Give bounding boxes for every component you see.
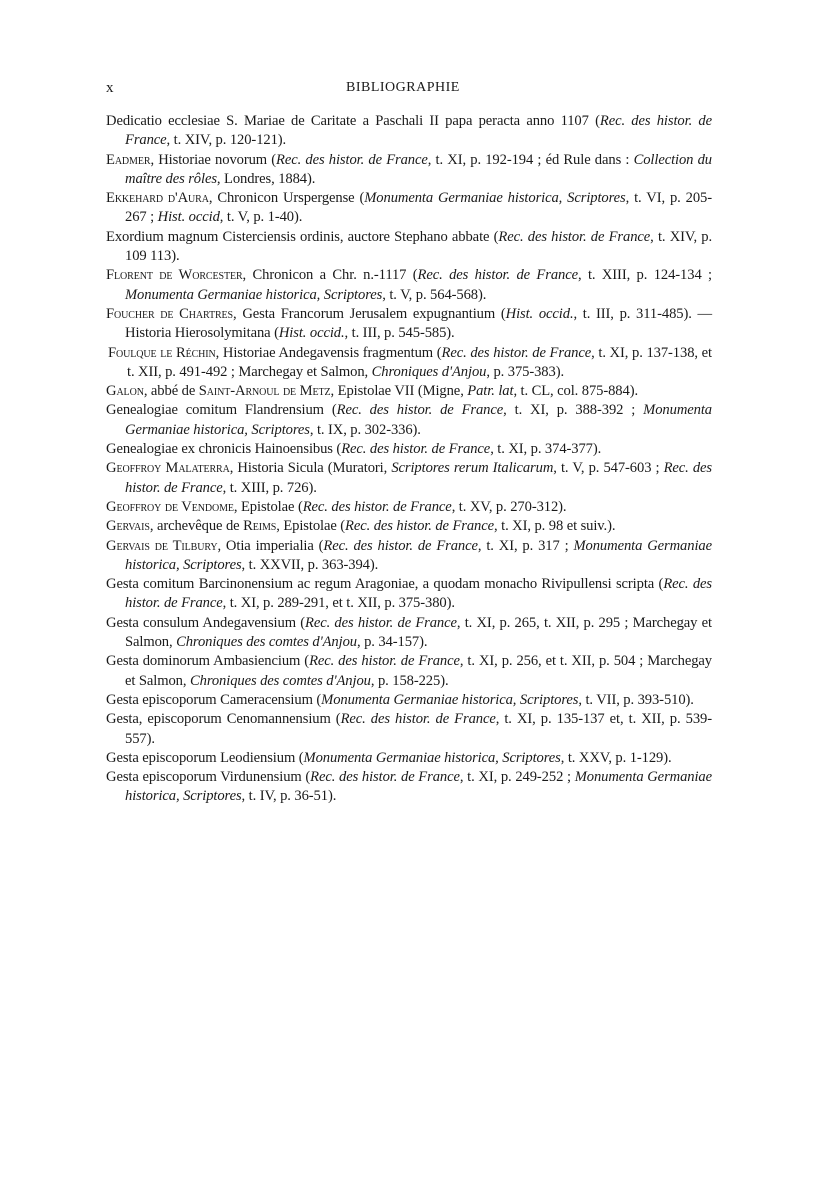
bib-entry: Genealogiae comitum Flandrensium (Rec. des histor. de France, t. XI, p. 388-392 ; Monumenta Germaniae historica, Scriptores, t. IX, p. 302-336). [106,402,712,438]
running-title: BIBLIOGRAPHIE [346,80,460,95]
bib-entry: Gesta episcoporum Leodiensium (Monumenta Germaniae historica, Scriptores, t. XXV, p. 1-129). [106,749,672,766]
bib-entry: Gesta, episcoporum Cenomannensium (Rec. des histor. de France, t. XI, p. 135-137 et, t. XII, p. 539-557). [106,711,712,747]
bib-entry: Gesta consulum Andegavensium (Rec. des histor. de France, t. XI, p. 265, t. XII, p. 295 ; Marchegay et Salmon, Chroniques des comtes d'Anjou, p. 34-157). [106,614,712,651]
bib-entry: Gesta episcoporum Virdunensium (Rec. des histor. de France, t. XI, p. 249-252 ; Monumenta Germaniae historica, Scriptores, t. IV, p. 36-51). [106,769,713,805]
bib-entry: Geoffroy de Vendome, Epistolae (Rec. des histor. de France, t. XV, p. 270-312). [106,498,567,515]
bib-entry: Foulque le Réchin, Historiae Andegavensis fragmentum (Rec. des histor. de France, t. XI, p. 137-138, et t. XII, p. 491-492 ; Marchegay et Salmon, Chroniques d'Anjou, p. 375-383). [108,344,712,380]
bib-entry: Geoffroy Malaterra, Historia Sicula (Muratori, Scriptores rerum Italicarum, t. V, p. 547-603 ; Rec. des histor. de France, t. XIII, p. 726). [106,460,713,496]
bib-entry: Ekkehard d'Aura, Chronicon Urspergense (Monumenta Germaniae historica, Scriptores, t. VI, p. 205-267 ; Hist. occid, t. V, p. 1-40). [106,190,712,226]
page-number: x [106,80,114,96]
bib-entry: Gesta dominorum Ambasiencium (Rec. des histor. de France, t. XI, p. 256, et t. XII, p. 504 ; Marchegay et Salmon, Chroniques des comtes d'Anjou, p. 158-225). [106,653,712,689]
bib-entry: Genealogiae ex chronicis Hainoensibus (Rec. des histor. de France, t. XI, p. 374-377). [106,441,602,458]
bib-entry: Eadmer, Historiae novorum (Rec. des histor. de France, t. XI, p. 192-194 ; éd Rule dans : Collection du maître des rôles, Londres, 1884). [106,151,713,187]
bib-entry: Exordium magnum Cisterciensis ordinis, auctore Stephano abbate (Rec. des histor. de France, t. XIV, p. 109 113). [106,228,713,265]
bib-entry: Galon, abbé de Saint-Arnoul de Metz, Epistolae VII (Migne, Patr. lat, t. CL, col. 875-884). [106,383,639,400]
bib-entry: Dedicatio ecclesiae S. Mariae de Caritate a Paschali II papa peracta anno 1107 (Rec. des histor. de France, t. XIV, p. 120-121). [106,113,712,149]
bib-entry: Gervais, archevêque de Reims, Epistolae (Rec. des histor. de France, t. XI, p. 98 et suiv.). [106,518,616,535]
bib-entry: Gesta comitum Barcinonensium ac regum Aragoniae, a quodam monacho Rivipullensi scripta (Rec. des histor. de France, t. XI, p. 289-291, et t. XII, p. 375-380). [106,576,712,612]
bibliography-entries [106,112,712,807]
bib-entry: Gervais de Tilbury, Otia imperialia (Rec. des histor. de France, t. XI, p. 317 ; Monumenta Germaniae historica, Scriptores, t. XXVII, p. 363-394). [106,537,712,573]
page-header [106,80,712,100]
bib-entry: Foucher de Chartres, Gesta Francorum Jerusalem expugnantium (Hist. occid., t. III, p. 311-485). — Historia Hierosolymitana (Hist. occid., t. III, p. 545-585). [106,305,712,342]
bib-entry: Gesta episcoporum Cameracensium (Monumenta Germaniae historica, Scriptores, t. VII, p. 393-510). [106,691,694,708]
bib-entry: Florent de Worcester, Chronicon a Chr. n.-1117 (Rec. des histor. de France, t. XIII, p. 124-134 ; Monumenta Germaniae historica, Scriptores, t. V, p. 564-568). [106,267,713,303]
